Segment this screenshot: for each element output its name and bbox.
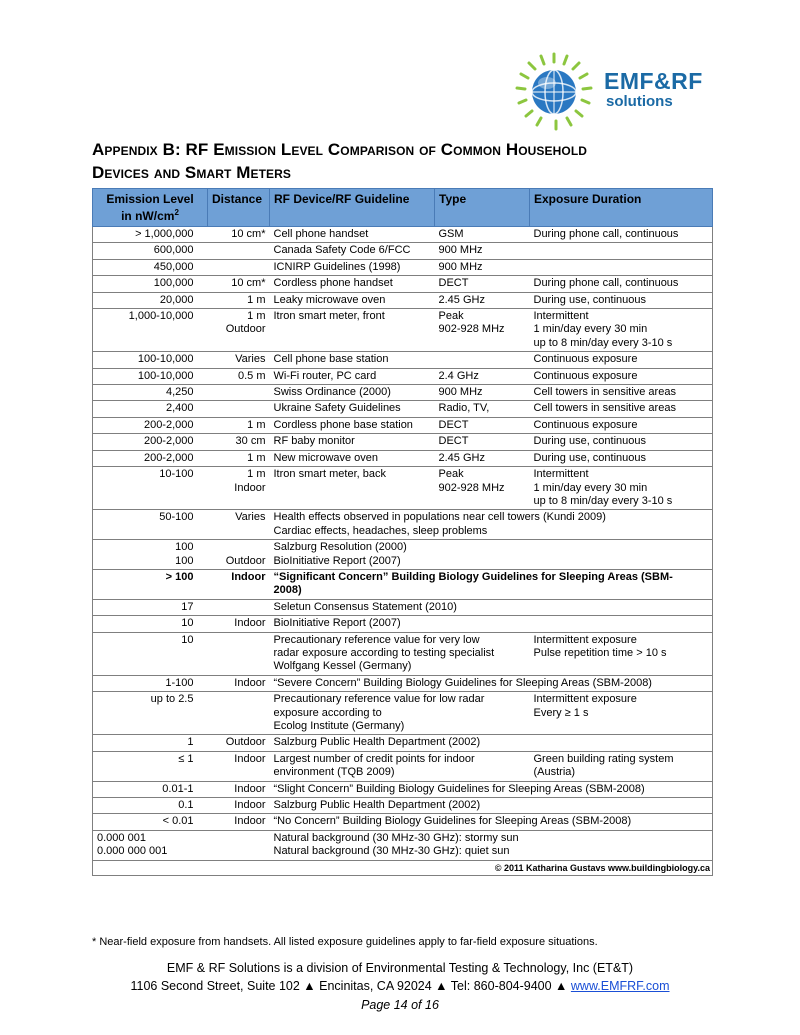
cell-emission-level: 200-2,000 bbox=[93, 417, 208, 433]
cell-emission-level: 450,000 bbox=[93, 259, 208, 275]
cell-device: BioInitiative Report (2007) bbox=[270, 616, 435, 632]
cell-type: Peak 902-928 MHz bbox=[435, 467, 530, 510]
cell-emission-level: 50-100 bbox=[93, 510, 208, 540]
cell-device: Natural background (30 MHz-30 GHz): stormy sun Natural background (30 MHz-30 GHz): quiet sun bbox=[270, 830, 435, 860]
cell-type bbox=[435, 540, 530, 570]
emission-comparison-table bbox=[92, 188, 713, 876]
cell-emission-level: up to 2.5 bbox=[93, 692, 208, 735]
header-emission-level: Emission Level in $nW/cm^2$ bbox=[93, 189, 208, 227]
cell-device: Precautionary reference value for low radar exposure according to Ecolog Institute (Germany) bbox=[270, 692, 435, 735]
cell-exposure-duration: Continuous exposure bbox=[530, 417, 713, 433]
cell-device: Cell phone handset bbox=[270, 227, 435, 243]
cell-exposure-duration: Continuous exposure bbox=[530, 368, 713, 384]
table-row bbox=[93, 751, 713, 781]
table-row bbox=[93, 781, 713, 797]
cell-device-spanning: Health effects observed in populations near cell towers (Kundi 2009) Cardiac effects, headaches, sleep problems bbox=[270, 510, 713, 540]
cell-exposure-duration bbox=[530, 735, 713, 751]
cell-emission-level: 100 100 bbox=[93, 540, 208, 570]
cell-emission-level: < 0.01 bbox=[93, 814, 208, 830]
cell-emission-level: 10 bbox=[93, 616, 208, 632]
cell-device: Salzburg Public Health Department (2002) bbox=[270, 735, 435, 751]
cell-device: RF baby monitor bbox=[270, 434, 435, 450]
cell-emission-level: 1 bbox=[93, 735, 208, 751]
cell-emission-level: 10 bbox=[93, 632, 208, 675]
cell-type: DECT bbox=[435, 276, 530, 292]
table-header-row bbox=[93, 189, 713, 227]
header-device: RF Device/RF Guideline bbox=[270, 189, 435, 227]
cell-exposure-duration: Intermittent exposure Every ≥ 1 s bbox=[530, 692, 713, 735]
cell-distance bbox=[208, 830, 270, 860]
table-row bbox=[93, 450, 713, 466]
cell-emission-level: ≤ 1 bbox=[93, 751, 208, 781]
cell-emission-level: 17 bbox=[93, 599, 208, 615]
cell-device: Swiss Ordinance (2000) bbox=[270, 385, 435, 401]
table-row bbox=[93, 243, 713, 259]
cell-device-spanning: “Severe Concern” Building Biology Guidelines for Sleeping Areas (SBM-2008) bbox=[270, 675, 713, 691]
table-row bbox=[93, 292, 713, 308]
header-type: Type bbox=[435, 189, 530, 227]
cell-device: Largest number of credit points for indoor environment (TQB 2009) bbox=[270, 751, 435, 781]
cell-emission-level: 20,000 bbox=[93, 292, 208, 308]
table-row bbox=[93, 599, 713, 615]
cell-device-spanning: “Significant Concern” Building Biology Guidelines for Sleeping Areas (SBM- 2008) bbox=[270, 569, 713, 599]
cell-exposure-duration bbox=[530, 540, 713, 570]
cell-emission-level: 0.000 001 0.000 000 001 bbox=[93, 830, 208, 860]
cell-distance: Varies bbox=[208, 510, 270, 540]
header-distance: Distance bbox=[208, 189, 270, 227]
cell-type bbox=[435, 616, 530, 632]
cell-device-spanning: “Slight Concern” Building Biology Guidelines for Sleeping Areas (SBM-2008) bbox=[270, 781, 713, 797]
cell-distance: Outdoor bbox=[208, 735, 270, 751]
cell-type: 900 MHz bbox=[435, 259, 530, 275]
cell-emission-level: 200-2,000 bbox=[93, 434, 208, 450]
header-duration: Exposure Duration bbox=[530, 189, 713, 227]
cell-emission-level: 100,000 bbox=[93, 276, 208, 292]
logo-name-emfrf: EMF&RF bbox=[604, 68, 703, 94]
cell-type: 2.4 GHz bbox=[435, 368, 530, 384]
cell-distance: Indoor bbox=[208, 798, 270, 814]
cell-distance: Indoor bbox=[208, 616, 270, 632]
cell-emission-level: 10-100 bbox=[93, 467, 208, 510]
table-row bbox=[93, 798, 713, 814]
cell-distance: 1 m bbox=[208, 417, 270, 433]
cell-device: Seletun Consensus Statement (2010) bbox=[270, 599, 435, 615]
cell-type: 900 MHz bbox=[435, 243, 530, 259]
cell-device: Cordless phone handset bbox=[270, 276, 435, 292]
footnote: * Near-field exposure from handsets. All listed exposure guidelines apply to far-field exposure situations. bbox=[92, 936, 598, 948]
cell-type: DECT bbox=[435, 417, 530, 433]
cell-device: Itron smart meter, front bbox=[270, 309, 435, 352]
table-row bbox=[93, 540, 713, 570]
page-number: Page 14 of 16 bbox=[361, 998, 439, 1012]
cell-distance: 30 cm bbox=[208, 434, 270, 450]
table-row bbox=[93, 735, 713, 751]
cell-type: 2.45 GHz bbox=[435, 292, 530, 308]
cell-exposure-duration bbox=[530, 830, 713, 860]
cell-distance: 1 m bbox=[208, 292, 270, 308]
table-row bbox=[93, 434, 713, 450]
cell-device: Salzburg Public Health Department (2002) bbox=[270, 798, 435, 814]
cell-emission-level: 2,400 bbox=[93, 401, 208, 417]
cell-distance: Outdoor bbox=[208, 540, 270, 570]
cell-emission-level: 0.1 bbox=[93, 798, 208, 814]
cell-emission-level: 100-10,000 bbox=[93, 368, 208, 384]
cell-exposure-duration: Intermittent 1 min/day every 30 min up to 8 min/day every 3-10 s bbox=[530, 309, 713, 352]
table-row bbox=[93, 259, 713, 275]
logo-name-solutions: solutions bbox=[606, 93, 673, 110]
cell-distance: 1 m Outdoor bbox=[208, 309, 270, 352]
table-row bbox=[93, 467, 713, 510]
table-row bbox=[93, 401, 713, 417]
cell-distance bbox=[208, 385, 270, 401]
copyright-text: © 2011 Katharina Gustavs www.buildingbiology.ca bbox=[93, 860, 713, 875]
cell-device: Ukraine Safety Guidelines bbox=[270, 401, 435, 417]
cell-distance bbox=[208, 632, 270, 675]
table-row bbox=[93, 692, 713, 735]
table-row bbox=[93, 417, 713, 433]
cell-distance bbox=[208, 599, 270, 615]
cell-exposure-duration: During phone call, continuous bbox=[530, 276, 713, 292]
cell-distance: 10 cm* bbox=[208, 276, 270, 292]
cell-exposure-duration: Cell towers in sensitive areas bbox=[530, 401, 713, 417]
cell-emission-level: > 100 bbox=[93, 569, 208, 599]
footer-website-link[interactable]: www.EMFRF.com bbox=[570, 979, 670, 993]
table-row bbox=[93, 368, 713, 384]
cell-device: ICNIRP Guidelines (1998) bbox=[270, 259, 435, 275]
cell-distance: 1 m bbox=[208, 450, 270, 466]
footer-address-line bbox=[0, 979, 800, 993]
cell-exposure-duration: Cell towers in sensitive areas bbox=[530, 385, 713, 401]
cell-exposure-duration: During use, continuous bbox=[530, 292, 713, 308]
cell-device: New microwave oven bbox=[270, 450, 435, 466]
table-row bbox=[93, 569, 713, 599]
cell-type: 2.45 GHz bbox=[435, 450, 530, 466]
cell-exposure-duration: Continuous exposure bbox=[530, 352, 713, 368]
cell-distance bbox=[208, 401, 270, 417]
cell-device: Precautionary reference value for very low radar exposure according to testing specialist Wolfgang Kessel (Germany) bbox=[270, 632, 435, 675]
cell-emission-level: 1-100 bbox=[93, 675, 208, 691]
cell-emission-level: 100-10,000 bbox=[93, 352, 208, 368]
table-row bbox=[93, 675, 713, 691]
cell-distance: Indoor bbox=[208, 751, 270, 781]
cell-distance: Indoor bbox=[208, 675, 270, 691]
table-body bbox=[93, 227, 713, 861]
cell-distance: Indoor bbox=[208, 781, 270, 797]
cell-exposure-duration: During use, continuous bbox=[530, 434, 713, 450]
copyright-row bbox=[93, 860, 713, 875]
cell-distance: Indoor bbox=[208, 814, 270, 830]
cell-exposure-duration bbox=[530, 243, 713, 259]
cell-emission-level: 0.01-1 bbox=[93, 781, 208, 797]
table-row bbox=[93, 309, 713, 352]
cell-emission-level: 4,250 bbox=[93, 385, 208, 401]
table-row bbox=[93, 510, 713, 540]
page-title-line-2: Devices and Smart Meters bbox=[92, 163, 292, 182]
cell-distance bbox=[208, 243, 270, 259]
cell-exposure-duration: Green building rating system (Austria) bbox=[530, 751, 713, 781]
cell-device: Canada Safety Code 6/FCC bbox=[270, 243, 435, 259]
cell-exposure-duration: During phone call, continuous bbox=[530, 227, 713, 243]
cell-device-spanning: “No Concern” Building Biology Guidelines for Sleeping Areas (SBM-2008) bbox=[270, 814, 713, 830]
cell-exposure-duration bbox=[530, 616, 713, 632]
cell-device: Cell phone base station bbox=[270, 352, 435, 368]
table-row bbox=[93, 814, 713, 830]
cell-type: DECT bbox=[435, 434, 530, 450]
cell-distance: Indoor bbox=[208, 569, 270, 599]
cell-type: 900 MHz bbox=[435, 385, 530, 401]
cell-exposure-duration bbox=[530, 599, 713, 615]
cell-distance: Varies bbox=[208, 352, 270, 368]
table-row bbox=[93, 276, 713, 292]
footer-company-line: EMF & RF Solutions is a division of Environmental Testing & Technology, Inc (ET&T) bbox=[166, 961, 634, 975]
cell-emission-level: > 1,000,000 bbox=[93, 227, 208, 243]
cell-distance: 0.5 m bbox=[208, 368, 270, 384]
cell-exposure-duration bbox=[530, 798, 713, 814]
cell-distance bbox=[208, 692, 270, 735]
cell-distance: 10 cm* bbox=[208, 227, 270, 243]
cell-exposure-duration: During use, continuous bbox=[530, 450, 713, 466]
table-row bbox=[93, 352, 713, 368]
table-row bbox=[93, 385, 713, 401]
cell-exposure-duration: Intermittent 1 min/day every 30 min up to 8 min/day every 3-10 s bbox=[530, 467, 713, 510]
table-row bbox=[93, 616, 713, 632]
cell-type bbox=[435, 352, 530, 368]
cell-device: Salzburg Resolution (2000) BioInitiative Report (2007) bbox=[270, 540, 435, 570]
cell-emission-level: 200-2,000 bbox=[93, 450, 208, 466]
cell-emission-level: 600,000 bbox=[93, 243, 208, 259]
cell-type: Peak 902-928 MHz bbox=[435, 309, 530, 352]
cell-type: Radio, TV, bbox=[435, 401, 530, 417]
cell-exposure-duration: Intermittent exposure Pulse repetition time > 10 s bbox=[530, 632, 713, 675]
table-row bbox=[93, 632, 713, 675]
cell-distance: 1 m Indoor bbox=[208, 467, 270, 510]
cell-type: GSM bbox=[435, 227, 530, 243]
cell-emission-level: 1,000-10,000 bbox=[93, 309, 208, 352]
cell-device: Cordless phone base station bbox=[270, 417, 435, 433]
cell-device: Leaky microwave oven bbox=[270, 292, 435, 308]
cell-device: Itron smart meter, back bbox=[270, 467, 435, 510]
cell-device: Wi-Fi router, PC card bbox=[270, 368, 435, 384]
cell-distance bbox=[208, 259, 270, 275]
table-row bbox=[93, 830, 713, 860]
page-title-line-1: Appendix B: RF Emission Level Comparison of Common Household bbox=[92, 140, 588, 159]
cell-exposure-duration bbox=[530, 259, 713, 275]
table-row bbox=[93, 227, 713, 243]
footer-address: 1106 Second Street, Suite 102 ▲ Encinitas, CA 92024 ▲ Tel: 860-804-9400 ▲ bbox=[130, 979, 571, 993]
